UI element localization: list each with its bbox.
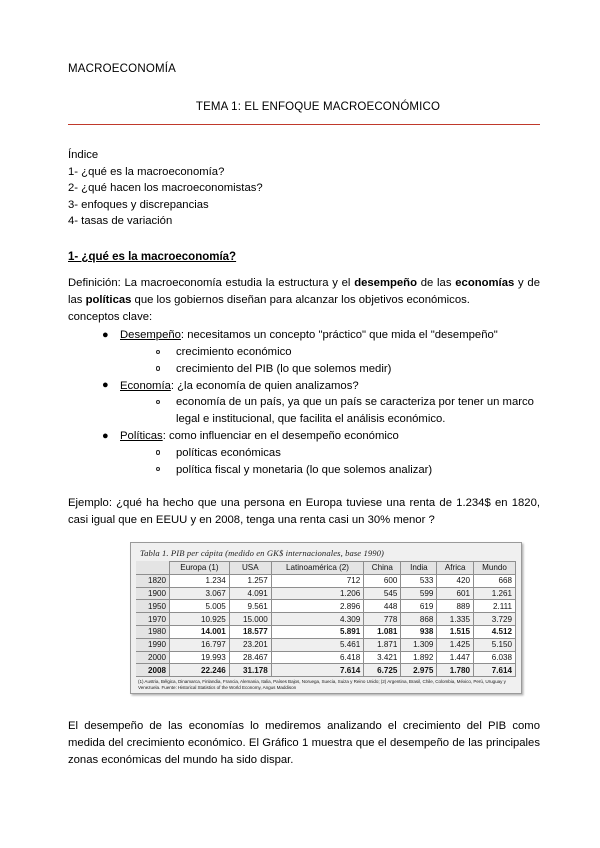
- bullet-circle-icon: [156, 450, 160, 454]
- table-row: [137, 625, 516, 638]
- section-1: [68, 230, 540, 769]
- table-cell: 10.925: [170, 613, 230, 626]
- table-cell: 9.561: [229, 600, 271, 613]
- concept-item-desempeno: [102, 327, 540, 377]
- sub-item: [156, 344, 540, 361]
- table-cell: 778: [364, 613, 401, 626]
- table-cell: 889: [437, 600, 474, 613]
- index-item-3: 3- enfoques y discrepancias: [68, 198, 209, 211]
- table-cell: 3.729: [474, 613, 516, 626]
- table-cell: 28.467: [229, 651, 271, 664]
- table-row: [137, 664, 516, 677]
- term-economias: economías: [455, 276, 515, 289]
- definition-mid-2: y de las: [68, 276, 540, 306]
- table-cell-year: 2000: [137, 651, 170, 664]
- table-cell: 16.797: [170, 638, 230, 651]
- table-cell: 420: [437, 574, 474, 587]
- table-cell-year: 1980: [137, 625, 170, 638]
- sub-item-label: política fiscal y monetaria (lo que solemos analizar): [176, 463, 433, 476]
- table-cell: 599: [401, 587, 437, 600]
- definition-prefix: Definición: La macroeconomía estudia la estructura y el: [68, 276, 355, 289]
- table-cell: 2.896: [271, 600, 363, 613]
- table-cell: 23.201: [229, 638, 271, 651]
- sub-item: [156, 361, 540, 378]
- table-cell: 712: [271, 574, 363, 587]
- bullet-disc-icon: ●: [102, 328, 109, 341]
- table-cell: 31.178: [229, 664, 271, 677]
- table-cell: 5.005: [170, 600, 230, 613]
- table-caption: Tabla 1. PIB per cápita (medido en GK$ internacionales, base 1990): [140, 548, 385, 559]
- table-cell: 4.091: [229, 587, 271, 600]
- table-cell: 545: [364, 587, 401, 600]
- concept-text: : necesitamos un concepto "práctico" que mida el "desempeño": [180, 329, 498, 342]
- concept-term: Desempeño: [120, 329, 181, 342]
- table-row: [137, 587, 516, 600]
- sub-item: [156, 394, 540, 428]
- definition-mid-1: de las: [416, 276, 456, 289]
- table-header-row: [137, 562, 516, 575]
- table-col-header: Africa: [437, 562, 474, 575]
- concept-text: : como influenciar en el desempeño económico: [162, 430, 399, 443]
- table-head: [137, 562, 516, 575]
- example-paragraph: Ejemplo: ¿qué ha hecho que una persona en Europa tuviese una renta de 1.234$ en 1820, casi igual que en EEUU y en 2008, tenga una renta casi un 30% menor ?: [68, 497, 540, 527]
- table-cell: 533: [401, 574, 437, 587]
- index-section: [68, 147, 540, 230]
- table-cell: 1.892: [401, 651, 437, 664]
- definition-paragraph: [68, 275, 540, 309]
- concept-sublist-politicas: [120, 445, 540, 479]
- pib-table-figure: [130, 542, 522, 694]
- sub-item-label: políticas económicas: [176, 446, 281, 459]
- table-cell: 1.309: [401, 638, 437, 651]
- table-cell: 1.234: [170, 574, 230, 587]
- concepts-label: conceptos clave:: [68, 310, 153, 323]
- page-title: TEMA 1: EL ENFOQUE MACROECONÓMICO: [195, 100, 441, 113]
- table-cell: 1.261: [474, 587, 516, 600]
- pib-table: [136, 561, 516, 677]
- table-cell-year: 2008: [137, 664, 170, 677]
- table-col-header: Mundo: [474, 562, 516, 575]
- table-row: [137, 600, 516, 613]
- table-cell: 1.515: [437, 625, 474, 638]
- table-cell: 7.614: [474, 664, 516, 677]
- concept-sublist-economia: [120, 394, 540, 428]
- table-cell: 619: [401, 600, 437, 613]
- table-cell-year: 1820: [137, 574, 170, 587]
- table-cell: 938: [401, 625, 437, 638]
- table-cell: 868: [401, 613, 437, 626]
- table-row: [137, 613, 516, 626]
- table-cell: 4.512: [474, 625, 516, 638]
- title-divider: [68, 124, 540, 125]
- index-item-2: 2- ¿qué hacen los macroeconomistas?: [68, 182, 263, 195]
- definition-end: que los gobiernos diseñan para alcanzar los objetivos económicos.: [131, 293, 470, 306]
- table-cell: 2.975: [401, 664, 437, 677]
- table-cell: 1.425: [437, 638, 474, 651]
- table-cell: 1.780: [437, 664, 474, 677]
- table-cell: 1.206: [271, 587, 363, 600]
- table-cell: 5.150: [474, 638, 516, 651]
- table-cell: 6.418: [271, 651, 363, 664]
- table-cell: 5.461: [271, 638, 363, 651]
- table-cell: 3.421: [364, 651, 401, 664]
- concept-term: Políticas: [120, 430, 163, 443]
- table-cell: 1.081: [364, 625, 401, 638]
- sub-item-label: economía de un país, ya que un país se caracteriza por tener un marco legal e institucional, que facilita el análisis económico.: [176, 396, 534, 426]
- table-cell: 5.891: [271, 625, 363, 638]
- table-row: [137, 651, 516, 664]
- table-cell: 668: [474, 574, 516, 587]
- table-cell: 2.111: [474, 600, 516, 613]
- concept-term: Economía: [120, 379, 171, 392]
- table-cell: 1.447: [437, 651, 474, 664]
- table-cell: 19.993: [170, 651, 230, 664]
- table-col-header: Latinoamérica (2): [271, 562, 363, 575]
- concept-item-economia: [102, 378, 540, 428]
- bullet-disc-icon: ●: [102, 379, 109, 392]
- term-desempeno: desempeño: [354, 276, 417, 289]
- table-cell: 14.001: [170, 625, 230, 638]
- table-col-header: USA: [229, 562, 271, 575]
- sub-item: [156, 445, 540, 462]
- concept-sublist-desempeno: [120, 344, 540, 378]
- concept-text: : ¿la economía de quien analizamos?: [170, 379, 359, 392]
- table-cell: 600: [364, 574, 401, 587]
- sub-item-label: crecimiento del PIB (lo que solemos medir): [176, 362, 392, 375]
- closing-paragraph: El desempeño de las economías lo mediremos analizando el crecimiento del PIB como medida del crecimiento económico. El Gráfico 1 muestra que el desempeño de las principales zonas económicas del mundo ha sido dispar.: [68, 720, 540, 766]
- table-row: [137, 574, 516, 587]
- bullet-circle-icon: [156, 366, 160, 370]
- index-item-1: 1- ¿qué es la macroeconomía?: [68, 165, 225, 178]
- bullet-circle-icon: [156, 400, 160, 404]
- section-1-heading: 1- ¿qué es la macroeconomía?: [68, 250, 237, 263]
- table-row: [137, 638, 516, 651]
- table-col-header: China: [364, 562, 401, 575]
- table-cell-year: 1990: [137, 638, 170, 651]
- table-cell: 15.000: [229, 613, 271, 626]
- table-cell-year: 1950: [137, 600, 170, 613]
- bullet-disc-icon: ●: [102, 429, 109, 442]
- index-heading: Índice: [68, 148, 99, 161]
- table-footnote: (1) Austria, Bélgica, Dinamarca, Finlandia, Francia, Alemania, Italia, Países Bajos, Noruega, Suecia, Suiza y Reino Unido; (2) Argentina, Brasil, Chile, Colombia, México, Perú, Uruguay y Venezuela. Fuente: Historical Statistics of the World Economy, Angus Maddison: [138, 679, 506, 690]
- bullet-circle-icon: [156, 350, 160, 354]
- table-cell: 3.067: [170, 587, 230, 600]
- table-cell: 1.257: [229, 574, 271, 587]
- table-cell: 4.309: [271, 613, 363, 626]
- table-cell: 6.725: [364, 664, 401, 677]
- concept-item-politicas: [102, 428, 540, 478]
- table-cell: 18.577: [229, 625, 271, 638]
- table-cell: 601: [437, 587, 474, 600]
- sub-item-label: crecimiento económico: [176, 346, 292, 359]
- course-header: MACROECONOMÍA: [68, 63, 177, 75]
- table-col-header: Europa (1): [170, 562, 230, 575]
- table-cell: 1.335: [437, 613, 474, 626]
- table-body: [137, 574, 516, 676]
- table-col-header: India: [401, 562, 437, 575]
- sub-item: [156, 462, 540, 479]
- table-cell-year: 1900: [137, 587, 170, 600]
- table-cell: 7.614: [271, 664, 363, 677]
- bullet-circle-icon: [156, 467, 160, 471]
- table-col-header: [137, 562, 170, 575]
- table-cell: 448: [364, 600, 401, 613]
- table-cell: 22.246: [170, 664, 230, 677]
- table-cell-year: 1970: [137, 613, 170, 626]
- index-item-4: 4- tasas de variación: [68, 215, 173, 228]
- table-cell: 1.871: [364, 638, 401, 651]
- concepts-list: [68, 327, 540, 478]
- term-politicas: políticas: [85, 293, 132, 306]
- table-cell: 6.038: [474, 651, 516, 664]
